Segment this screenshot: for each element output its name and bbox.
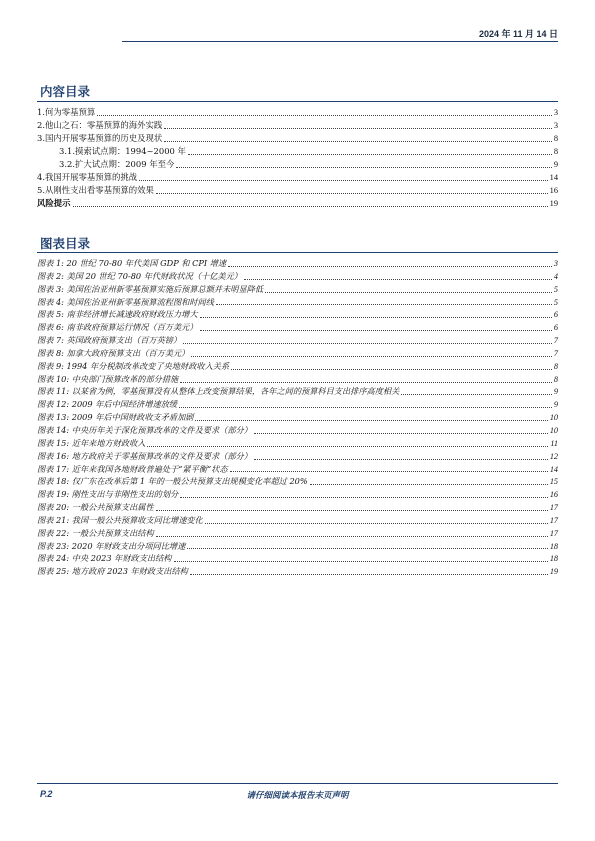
dot-leader — [164, 128, 552, 129]
figure-entry-page: 10 — [549, 425, 558, 435]
figure-entry-label: 图表 6: 南非政府预算运行情况（百万美元） — [37, 322, 198, 333]
figure-entry-page: 5 — [553, 297, 558, 307]
figure-entry[interactable] — [37, 257, 558, 270]
figure-entry-label: 图表 9: 1994 年分税制改革改变了央地财政收入关系 — [37, 360, 230, 371]
dot-leader — [156, 193, 548, 194]
dot-leader — [230, 471, 548, 472]
figure-entry[interactable] — [37, 296, 558, 309]
toc-entry-label: 3.1.摸索试点期：1994~2000 年 — [59, 145, 186, 156]
figure-entry-label: 图表 24: 中央 2023 年财政支出结构 — [37, 553, 172, 564]
toc-entry[interactable] — [37, 197, 558, 210]
figure-entry[interactable] — [37, 437, 558, 450]
toc-entry-label: 风险提示 — [37, 197, 71, 208]
figure-entry-page: 7 — [553, 348, 558, 358]
figure-entry-label: 图表 7: 英国政府预算支出（百万英镑） — [37, 335, 182, 346]
figure-entry[interactable] — [37, 270, 558, 283]
dot-leader — [156, 536, 548, 537]
page-number: P.2 — [40, 789, 53, 799]
dot-leader — [179, 407, 552, 408]
toc-entry[interactable] — [37, 106, 558, 119]
dot-leader — [180, 382, 552, 383]
dot-leader — [97, 115, 552, 116]
dot-leader — [187, 548, 548, 549]
dot-leader — [200, 317, 552, 318]
figure-entry-label: 图表 23: 2020 年财政支出分项同比增速 — [37, 540, 186, 551]
dot-leader — [73, 206, 548, 207]
figure-entry-page: 14 — [549, 464, 558, 474]
figure-entry-label: 图表 5: 南非经济增长减速政府财政压力增大 — [37, 309, 198, 320]
footer-divider — [37, 783, 558, 784]
dot-leader — [254, 459, 548, 460]
figure-entry-label: 图表 1: 20 世纪 70-80 年代美国 GDP 和 CPI 增速 — [37, 258, 227, 268]
dot-leader — [200, 330, 552, 331]
figure-entry-page: 6 — [553, 323, 558, 333]
toc-entry-page: 8 — [553, 133, 558, 143]
figure-entry-label: 图表 17: 近年来我国各地财政普遍处于“紧平衡”状态 — [37, 463, 228, 474]
figure-entry-page: 6 — [553, 310, 558, 320]
figure-entry-label: 图表 13: 2009 年后中国财政收支矛盾加剧 — [37, 412, 194, 423]
dot-leader — [231, 369, 552, 370]
figure-entry-page: 8 — [553, 361, 558, 371]
figure-entry-label: 图表 14: 中央历年关于深化预算改革的文件及要求（部分） — [37, 424, 252, 435]
dot-leader — [190, 574, 548, 575]
dot-leader — [147, 446, 548, 447]
figure-entry-label: 图表 8: 加拿大政府预算支出（百万美元） — [37, 347, 190, 358]
figure-entry-page: 8 — [553, 374, 558, 384]
disclaimer-note: 请仔细阅读本报告末页声明 — [246, 791, 349, 801]
contents-title: 内容目录 — [40, 84, 91, 99]
figure-entry[interactable] — [37, 411, 558, 424]
figure-entry[interactable] — [37, 540, 558, 553]
figure-entry-page: 7 — [553, 336, 558, 346]
dot-leader — [191, 356, 552, 357]
toc-entry[interactable] — [37, 184, 558, 197]
figure-entry[interactable] — [37, 450, 558, 463]
figure-entry-label: 图表 2: 美国 20 世纪 70-80 年代财政状况（十亿美元） — [37, 270, 242, 281]
figure-entry[interactable] — [37, 308, 558, 321]
figure-entry-label: 图表 12: 2009 年后中国经济增速放缓 — [37, 399, 178, 410]
figure-entry-page: 12 — [549, 451, 558, 461]
dot-leader — [156, 510, 548, 511]
figure-entry-page: 3 — [553, 259, 558, 268]
figure-entry-label: 图表 19: 刚性支出与非刚性支出的划分 — [37, 489, 179, 500]
figure-entry-label: 图表 25: 地方政府 2023 年财政支出结构 — [37, 566, 188, 577]
figure-entry[interactable] — [37, 488, 558, 501]
figure-entry-label: 图表 21: 我国一般公共预算收支同比增速变化 — [37, 514, 203, 525]
figure-entry-page: 17 — [549, 515, 558, 525]
dot-leader — [195, 420, 547, 421]
figure-entry-page: 19 — [549, 567, 558, 577]
toc-entry-label: 4.我国开展零基预算的挑战 — [37, 171, 138, 182]
figure-entry-label: 图表 22: 一般公共预算支出结构 — [37, 527, 154, 538]
figure-entry[interactable] — [37, 385, 558, 398]
figure-entry[interactable] — [37, 565, 558, 578]
figure-entry[interactable] — [37, 321, 558, 334]
figure-entry[interactable] — [37, 552, 558, 565]
figure-entry-label: 图表 18: 仅广东在改革后第 1 年的一般公共预算支出规模变化率超过 20% — [37, 476, 308, 487]
toc-entry[interactable] — [37, 158, 558, 171]
figure-entry[interactable] — [37, 347, 558, 360]
toc-entry[interactable] — [37, 119, 558, 132]
contents-title-rule — [37, 101, 558, 102]
figure-entry-label: 图表 16: 地方政府关于零基预算改革的文件及要求（部分） — [37, 450, 252, 461]
figure-entry-label: 图表 10: 中央部门预算改革的部分措施 — [37, 373, 179, 384]
toc-entry-page: 3 — [553, 120, 558, 130]
figure-entry-page: 16 — [549, 490, 558, 500]
figure-entry-page: 17 — [549, 503, 558, 513]
dot-leader — [401, 394, 552, 395]
figure-entry-label: 图表 11: 以某省为例，零基预算没有从整体上改变预算结果，各年之间的预算科目支出排序高度相关 — [37, 386, 400, 397]
figure-entry[interactable] — [37, 424, 558, 437]
dot-leader — [164, 141, 552, 142]
figure-entry[interactable] — [37, 360, 558, 373]
figure-entry[interactable] — [37, 398, 558, 411]
figures-title: 图表目录 — [40, 236, 91, 251]
report-date: 2024 年 11 月 14 日 — [478, 29, 558, 39]
dot-leader — [254, 433, 548, 434]
figure-entry[interactable] — [37, 501, 558, 514]
dot-leader — [310, 484, 548, 485]
figure-entry[interactable] — [37, 463, 558, 476]
dot-leader — [205, 523, 548, 524]
figure-entry[interactable] — [37, 475, 558, 488]
figure-entry-page: 18 — [549, 541, 558, 551]
figure-entry-page: 15 — [549, 477, 558, 487]
dot-leader — [216, 304, 552, 305]
figure-entry-label: 图表 3: 美国佐治亚州新零基预算实施后预算总额并未明显降低 — [37, 283, 264, 294]
figures-title-rule — [37, 252, 558, 253]
toc-entry-page: 16 — [549, 185, 558, 195]
toc-entry-page: 19 — [549, 198, 558, 208]
figure-entry-page: 5 — [553, 284, 558, 294]
dot-leader — [176, 167, 551, 168]
toc-entry-label: 5.从刚性支出看零基预算的效果 — [37, 184, 154, 195]
toc-entry[interactable] — [37, 132, 558, 145]
figure-entry[interactable] — [37, 514, 558, 527]
toc-entry-page: 8 — [553, 146, 558, 156]
toc-entry-label: 2.他山之石：零基预算的海外实践 — [37, 119, 163, 130]
figure-entry-label: 图表 20: 一般公共预算支出属性 — [37, 502, 154, 513]
toc-entry[interactable] — [37, 171, 558, 184]
toc-entry-page: 9 — [553, 159, 558, 169]
toc-entry-label: 1.何为零基预算 — [37, 107, 96, 117]
figures-list — [37, 257, 558, 578]
dot-leader — [183, 343, 552, 344]
figure-entry-label: 图表 4: 美国佐治亚州新零基预算流程图和时间线 — [37, 296, 214, 307]
contents-list — [37, 106, 558, 210]
dot-leader — [139, 180, 548, 181]
dot-leader — [244, 279, 552, 280]
figure-entry[interactable] — [37, 283, 558, 296]
figure-entry-page: 18 — [549, 554, 558, 564]
figure-entry[interactable] — [37, 527, 558, 540]
figure-entry[interactable] — [37, 373, 558, 386]
toc-entry-page: 3 — [553, 108, 558, 117]
dot-leader — [265, 292, 552, 293]
figure-entry-page: 9 — [553, 387, 558, 397]
dot-leader — [174, 561, 548, 562]
dot-leader — [188, 154, 552, 155]
figure-entry-page: 9 — [553, 400, 558, 410]
toc-entry-label: 3.2.扩大试点期：2009 年至今 — [59, 158, 175, 169]
dot-leader — [180, 497, 548, 498]
figure-entry-page: 17 — [549, 528, 558, 538]
figure-entry-page: 4 — [553, 271, 558, 281]
dot-leader — [228, 266, 552, 267]
figure-entry-page: 11 — [550, 438, 558, 448]
toc-entry-label: 3.国内开展零基预算的历史及现状 — [37, 132, 163, 143]
toc-entry[interactable] — [37, 145, 558, 158]
figure-entry-page: 10 — [549, 413, 558, 423]
toc-entry-page: 14 — [549, 172, 558, 182]
figure-entry[interactable] — [37, 334, 558, 347]
header-divider — [122, 41, 558, 42]
figure-entry-label: 图表 15: 近年来地方财政收入 — [37, 437, 146, 448]
